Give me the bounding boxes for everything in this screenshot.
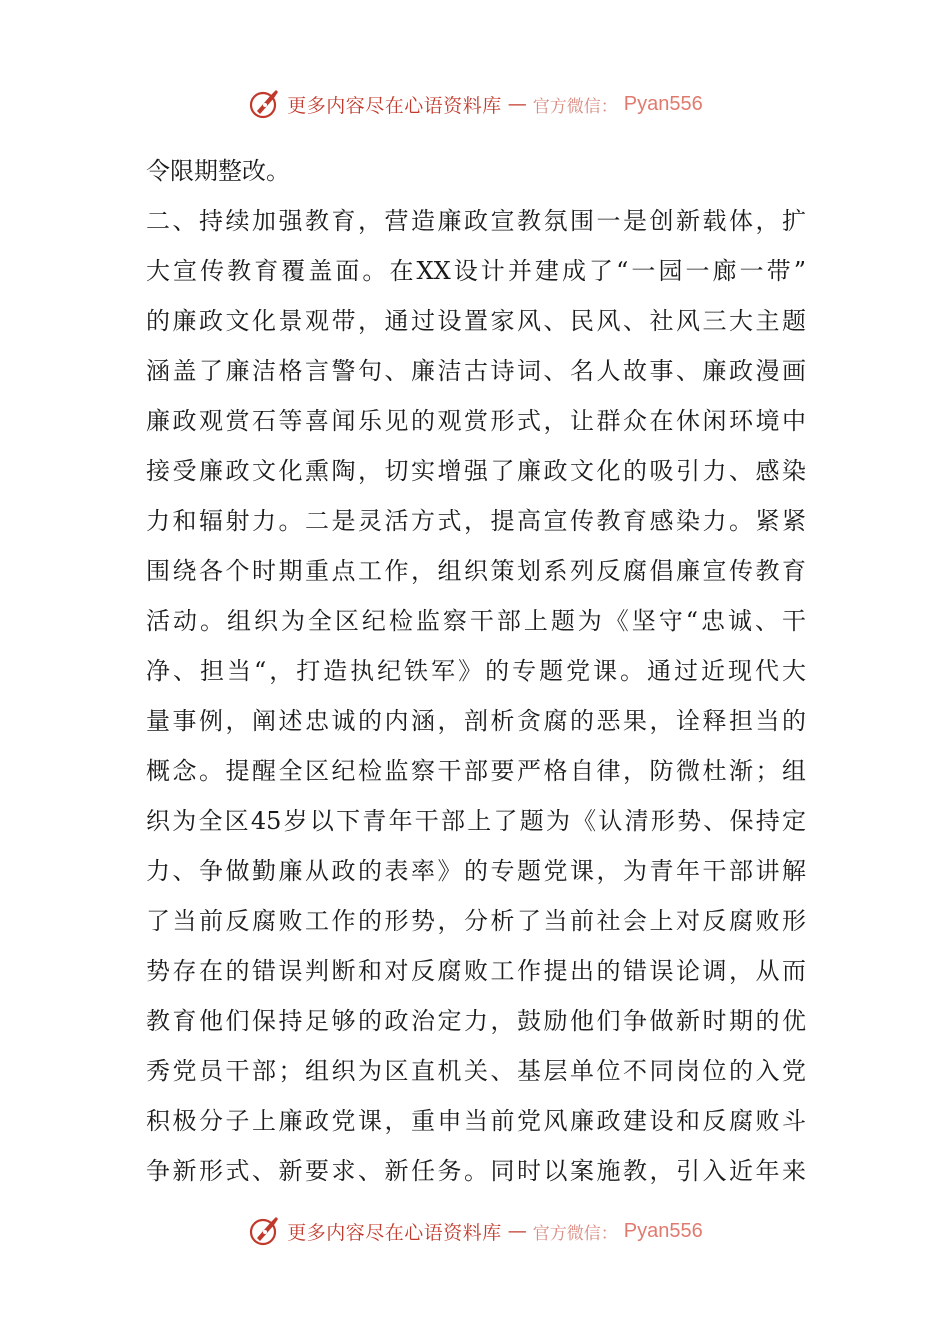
watermark-wechat-id: Pyan556 (623, 1219, 703, 1242)
body-line: 的廉政文化景观带，通过设置家风、民风、社风三大主题 (146, 307, 806, 335)
body-line: 接受廉政文化熏陶，切实增强了廉政文化的吸引力、感染 (146, 457, 806, 485)
body-line: 净、担当“，打造执纪铁军》的专题党课。通过近现代大 (146, 657, 806, 685)
body-line: 二、持续加强教育，营造廉政宣教氛围一是创新载体，扩 (146, 207, 806, 235)
body-line: 势存在的错误判断和对反腐败工作提出的错误论调，从而 (146, 957, 806, 985)
watermark-separator: — (507, 93, 527, 115)
body-line: 教育他们保持足够的政治定力，鼓励他们争做新时期的优 (146, 1007, 806, 1035)
body-line: 活动。组织为全区纪检监察干部上题为《坚守“忠诚、干 (146, 607, 806, 635)
watermark-separator: — (507, 1220, 527, 1242)
watermark-wechat-label: 官方微信： (532, 1223, 618, 1244)
body-line: 令限期整改。 (146, 157, 290, 185)
watermark-brand-text: 更多内容尽在心语资料库 (287, 1221, 502, 1244)
watermark-footer (0, 1211, 950, 1251)
body-line: 了当前反腐败工作的形势，分析了当前社会上对反腐败形 (146, 907, 806, 935)
body-line: 廉政观赏石等喜闻乐见的观赏形式，让群众在休闲环境中 (146, 407, 806, 435)
watermark-header (0, 84, 950, 124)
body-line: 概念。提醒全区纪检监察干部要严格自律，防微杜渐；组 (146, 757, 806, 785)
body-line: 大宣传教育覆盖面。在XX设计并建成了“一园一廊一带” (146, 257, 806, 285)
body-line: 涵盖了廉洁格言警句、廉洁古诗词、名人故事、廉政漫画 (146, 357, 806, 385)
pen-nib-circle-icon (247, 87, 281, 121)
body-line: 力、争做勤廉从政的表率》的专题党课，为青年干部讲解 (146, 857, 806, 885)
watermark-wechat-label: 官方微信： (532, 96, 618, 117)
body-line: 围绕各个时期重点工作，组织策划系列反腐倡廉宣传教育 (146, 557, 806, 585)
pen-nib-circle-icon (247, 1214, 281, 1248)
body-line: 争新形式、新要求、新任务。同时以案施教，引入近年来 (146, 1157, 806, 1185)
document-body (146, 146, 806, 1196)
body-line: 量事例，阐述忠诚的内涵，剖析贪腐的恶果，诠释担当的 (146, 707, 806, 735)
body-line: 力和辐射力。二是灵活方式，提高宣传教育感染力。紧紧 (146, 507, 806, 535)
body-line: 积极分子上廉政党课，重申当前党风廉政建设和反腐败斗 (146, 1107, 806, 1135)
watermark-wechat-id: Pyan556 (623, 92, 703, 115)
watermark-brand-text: 更多内容尽在心语资料库 (287, 94, 502, 117)
body-line: 织为全区45岁以下青年干部上了题为《认清形势、保持定 (146, 807, 806, 835)
body-line: 秀党员干部；组织为区直机关、基层单位不同岗位的入党 (146, 1057, 806, 1085)
